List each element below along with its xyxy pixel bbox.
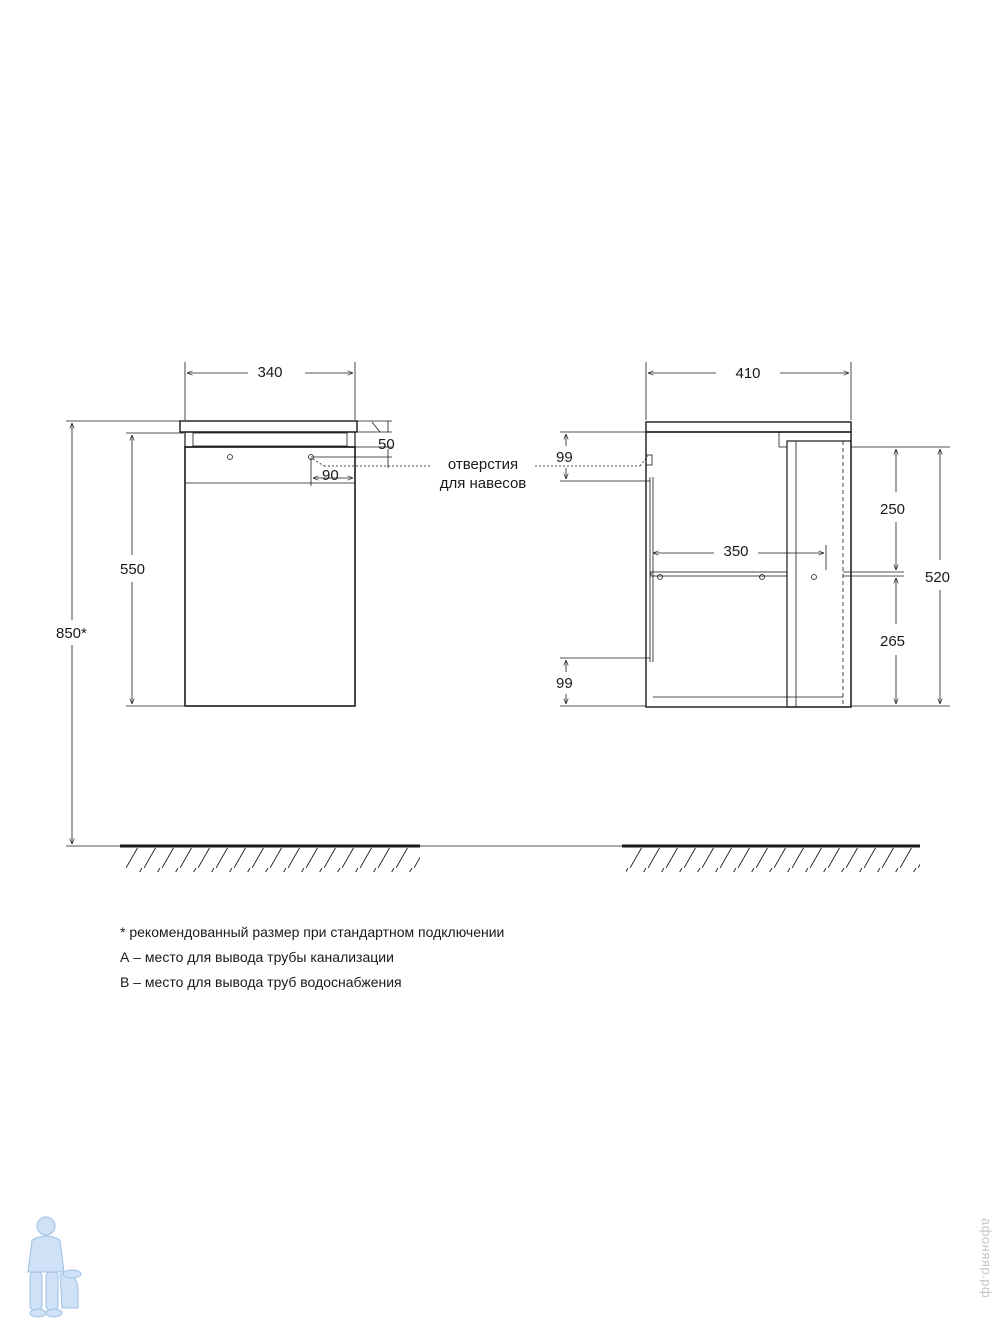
side-top-gap-label: 99: [556, 449, 573, 466]
front-top-rail-inner: [193, 433, 347, 446]
notes-block: [120, 920, 504, 995]
hanging-holes-label-line2: для навесов: [439, 475, 527, 492]
side-hanger-bracket: [646, 455, 652, 465]
front-width-label: 340: [257, 364, 283, 381]
front-hole-offset-label: 90: [322, 467, 339, 484]
side-view: [556, 362, 950, 872]
front-countertop: [180, 421, 357, 432]
front-total-height-label: 850*: [56, 625, 87, 642]
note-recommended-size: * рекомендованный размер при стандартном подключении: [120, 924, 505, 940]
side-floor-hatch: [626, 848, 920, 872]
side-shelf: [651, 572, 787, 576]
front-body-height-label: 550: [120, 561, 146, 578]
hanging-holes-label-line1: отверстия: [447, 456, 519, 473]
side-door-panel: [787, 441, 851, 707]
side-right-height-label: 520: [925, 569, 951, 586]
front-hanging-hole-left: [228, 455, 233, 460]
side-cabinet-body: [646, 432, 851, 707]
front-view: [56, 362, 622, 872]
note-water-pipes: В – место для вывода труб водоснабжения: [120, 974, 402, 990]
hanging-holes-callout: [440, 456, 648, 492]
front-top-rail: [185, 432, 355, 447]
site-watermark: афоняяр.рф: [979, 1218, 994, 1299]
side-countertop: [646, 422, 851, 432]
side-upper-section-label: 250: [880, 501, 906, 518]
side-shelf-depth-label: 350: [723, 543, 749, 560]
front-top-offset-label: 50: [378, 436, 395, 453]
side-lower-section-label: 265: [880, 633, 906, 650]
side-bottom-gap-label: 99: [556, 675, 573, 692]
front-floor-hatch: [126, 848, 420, 872]
side-width-label: 410: [735, 365, 761, 382]
plumber-mascot-logo: [8, 1212, 88, 1322]
front-cabinet-body: [185, 447, 355, 706]
note-drain-pipe: А – место для вывода трубы канализации: [120, 949, 394, 965]
